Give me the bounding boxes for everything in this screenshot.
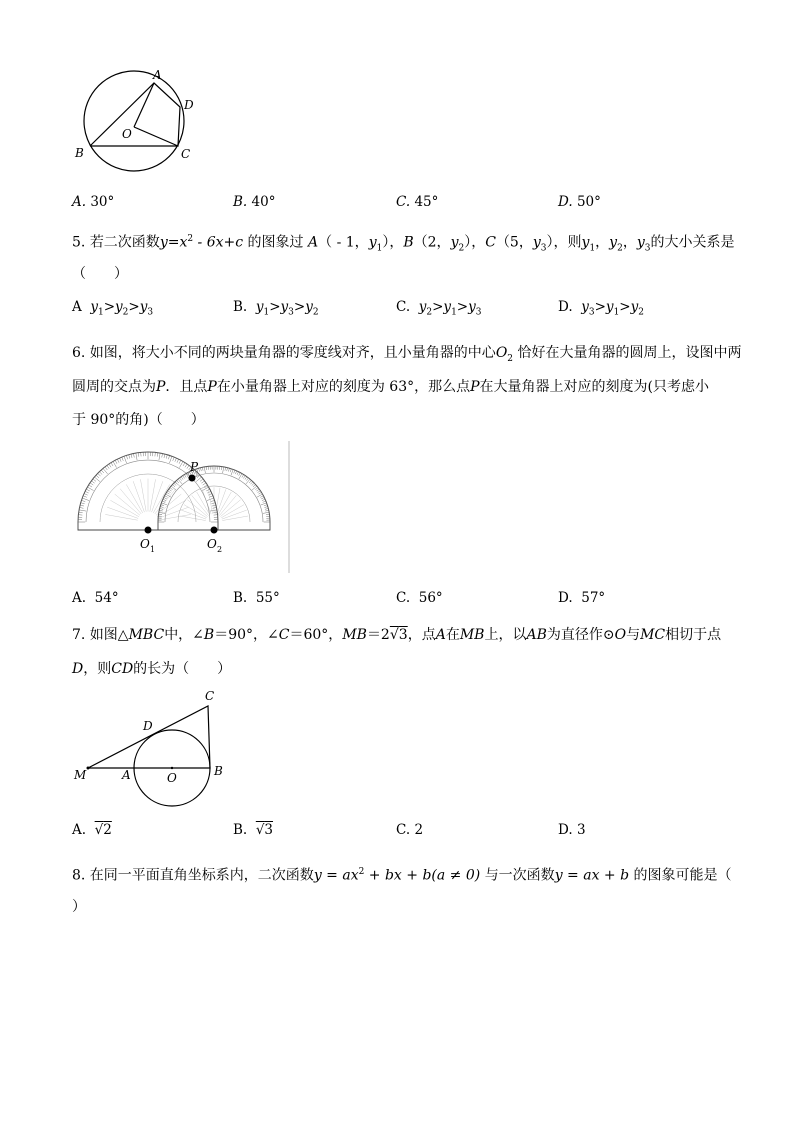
q7-option-c[interactable]: C. 2 — [396, 822, 424, 838]
q7-option-d[interactable]: D. 3 — [558, 822, 586, 838]
q7-stem-line2: D，则CD的长为（ ） — [72, 661, 232, 677]
q4-circle-figure — [70, 62, 200, 172]
q4-label-d: D — [184, 98, 194, 112]
q7-stem-line1: 7. 如图△MBC中，∠B＝90°，∠C＝60°，MB＝2√3，点A在MB上，以AB为直径作⊙O与MC相切于点 — [72, 627, 722, 643]
q6-stem-line1: 6. 如图，将大小不同的两块量角器的零度线对齐，且小量角器的中心$O_2$ 恰好在大量角器的圆周上，设图中两 — [72, 345, 742, 364]
q6-label-o1-sub: 1 — [150, 545, 156, 554]
q6-option-c[interactable]: C. 56° — [396, 590, 443, 606]
q6-label-o1: O — [140, 537, 150, 551]
q4-option-d[interactable]: D. 50° — [558, 194, 601, 210]
q5-option-c[interactable]: C. $y_2>y_1>y_3$ — [396, 299, 482, 318]
q7-option-b[interactable]: B. √3 — [233, 822, 274, 838]
q8-stem-line1: 8. 在同一平面直角坐标系内，二次函数$y = ax^2$ + bx + b(a ≠ 0) 与一次函数y = ax + b 的图象可能是（ — [72, 867, 732, 884]
q6-label-o2-sub: 2 — [217, 545, 223, 554]
q8-stem-line2: ） — [72, 899, 86, 915]
q7-label-o: O — [167, 771, 177, 785]
q7-option-a[interactable]: A. √2 — [72, 822, 112, 838]
q4-label-b: B — [75, 146, 84, 160]
q6-option-b[interactable]: B. 55° — [233, 590, 280, 606]
q5-option-b[interactable]: B. $y_1>y_3>y_2$ — [233, 299, 319, 318]
q7-label-c: C — [205, 689, 215, 703]
q5-option-d[interactable]: D. $y_3>y_1>y_2$ — [558, 299, 644, 318]
q6-label-o2: O — [207, 537, 217, 551]
q4-option-a[interactable]: A. 30° — [72, 194, 115, 210]
q7-label-m: M — [74, 768, 87, 782]
q4-label-a: A — [153, 68, 162, 82]
q4-option-b[interactable]: B. 40° — [233, 194, 276, 210]
q6-label-p: P — [190, 460, 199, 474]
q6-stem-line3: 于 90°的角)（ ） — [72, 412, 205, 428]
q6-option-a[interactable]: A. 54° — [72, 590, 119, 606]
q7-label-d: D — [143, 719, 153, 733]
q7-label-a: A — [122, 768, 131, 782]
q6-option-d[interactable]: D. 57° — [558, 590, 606, 606]
q4-label-c: C — [181, 147, 191, 161]
q4-option-c[interactable]: C. 45° — [396, 194, 439, 210]
q6-protractor-figure — [70, 440, 295, 575]
q4-label-o: O — [122, 127, 132, 141]
q6-stem-line2: 圆周的交点为P．且点P在小量角器上对应的刻度为 63°，那么点P在大量角器上对应的刻度为(只考虑小 — [72, 379, 709, 395]
q7-label-b: B — [214, 764, 223, 778]
q5-answer-paren: （ ） — [72, 266, 128, 282]
q7-triangle-figure — [70, 685, 235, 810]
q5-option-a[interactable]: A $y_1>y_2>y_3$ — [72, 299, 154, 318]
q5-stem: 5. 若二次函数$y=x^2 - 6x+c$ 的图象过 A（ - 1，$y_1$），B（2，$y_2$），C（5，$y_3$），则$y_1$，$y_2$，$y_3$的大小关系是 — [72, 234, 735, 254]
